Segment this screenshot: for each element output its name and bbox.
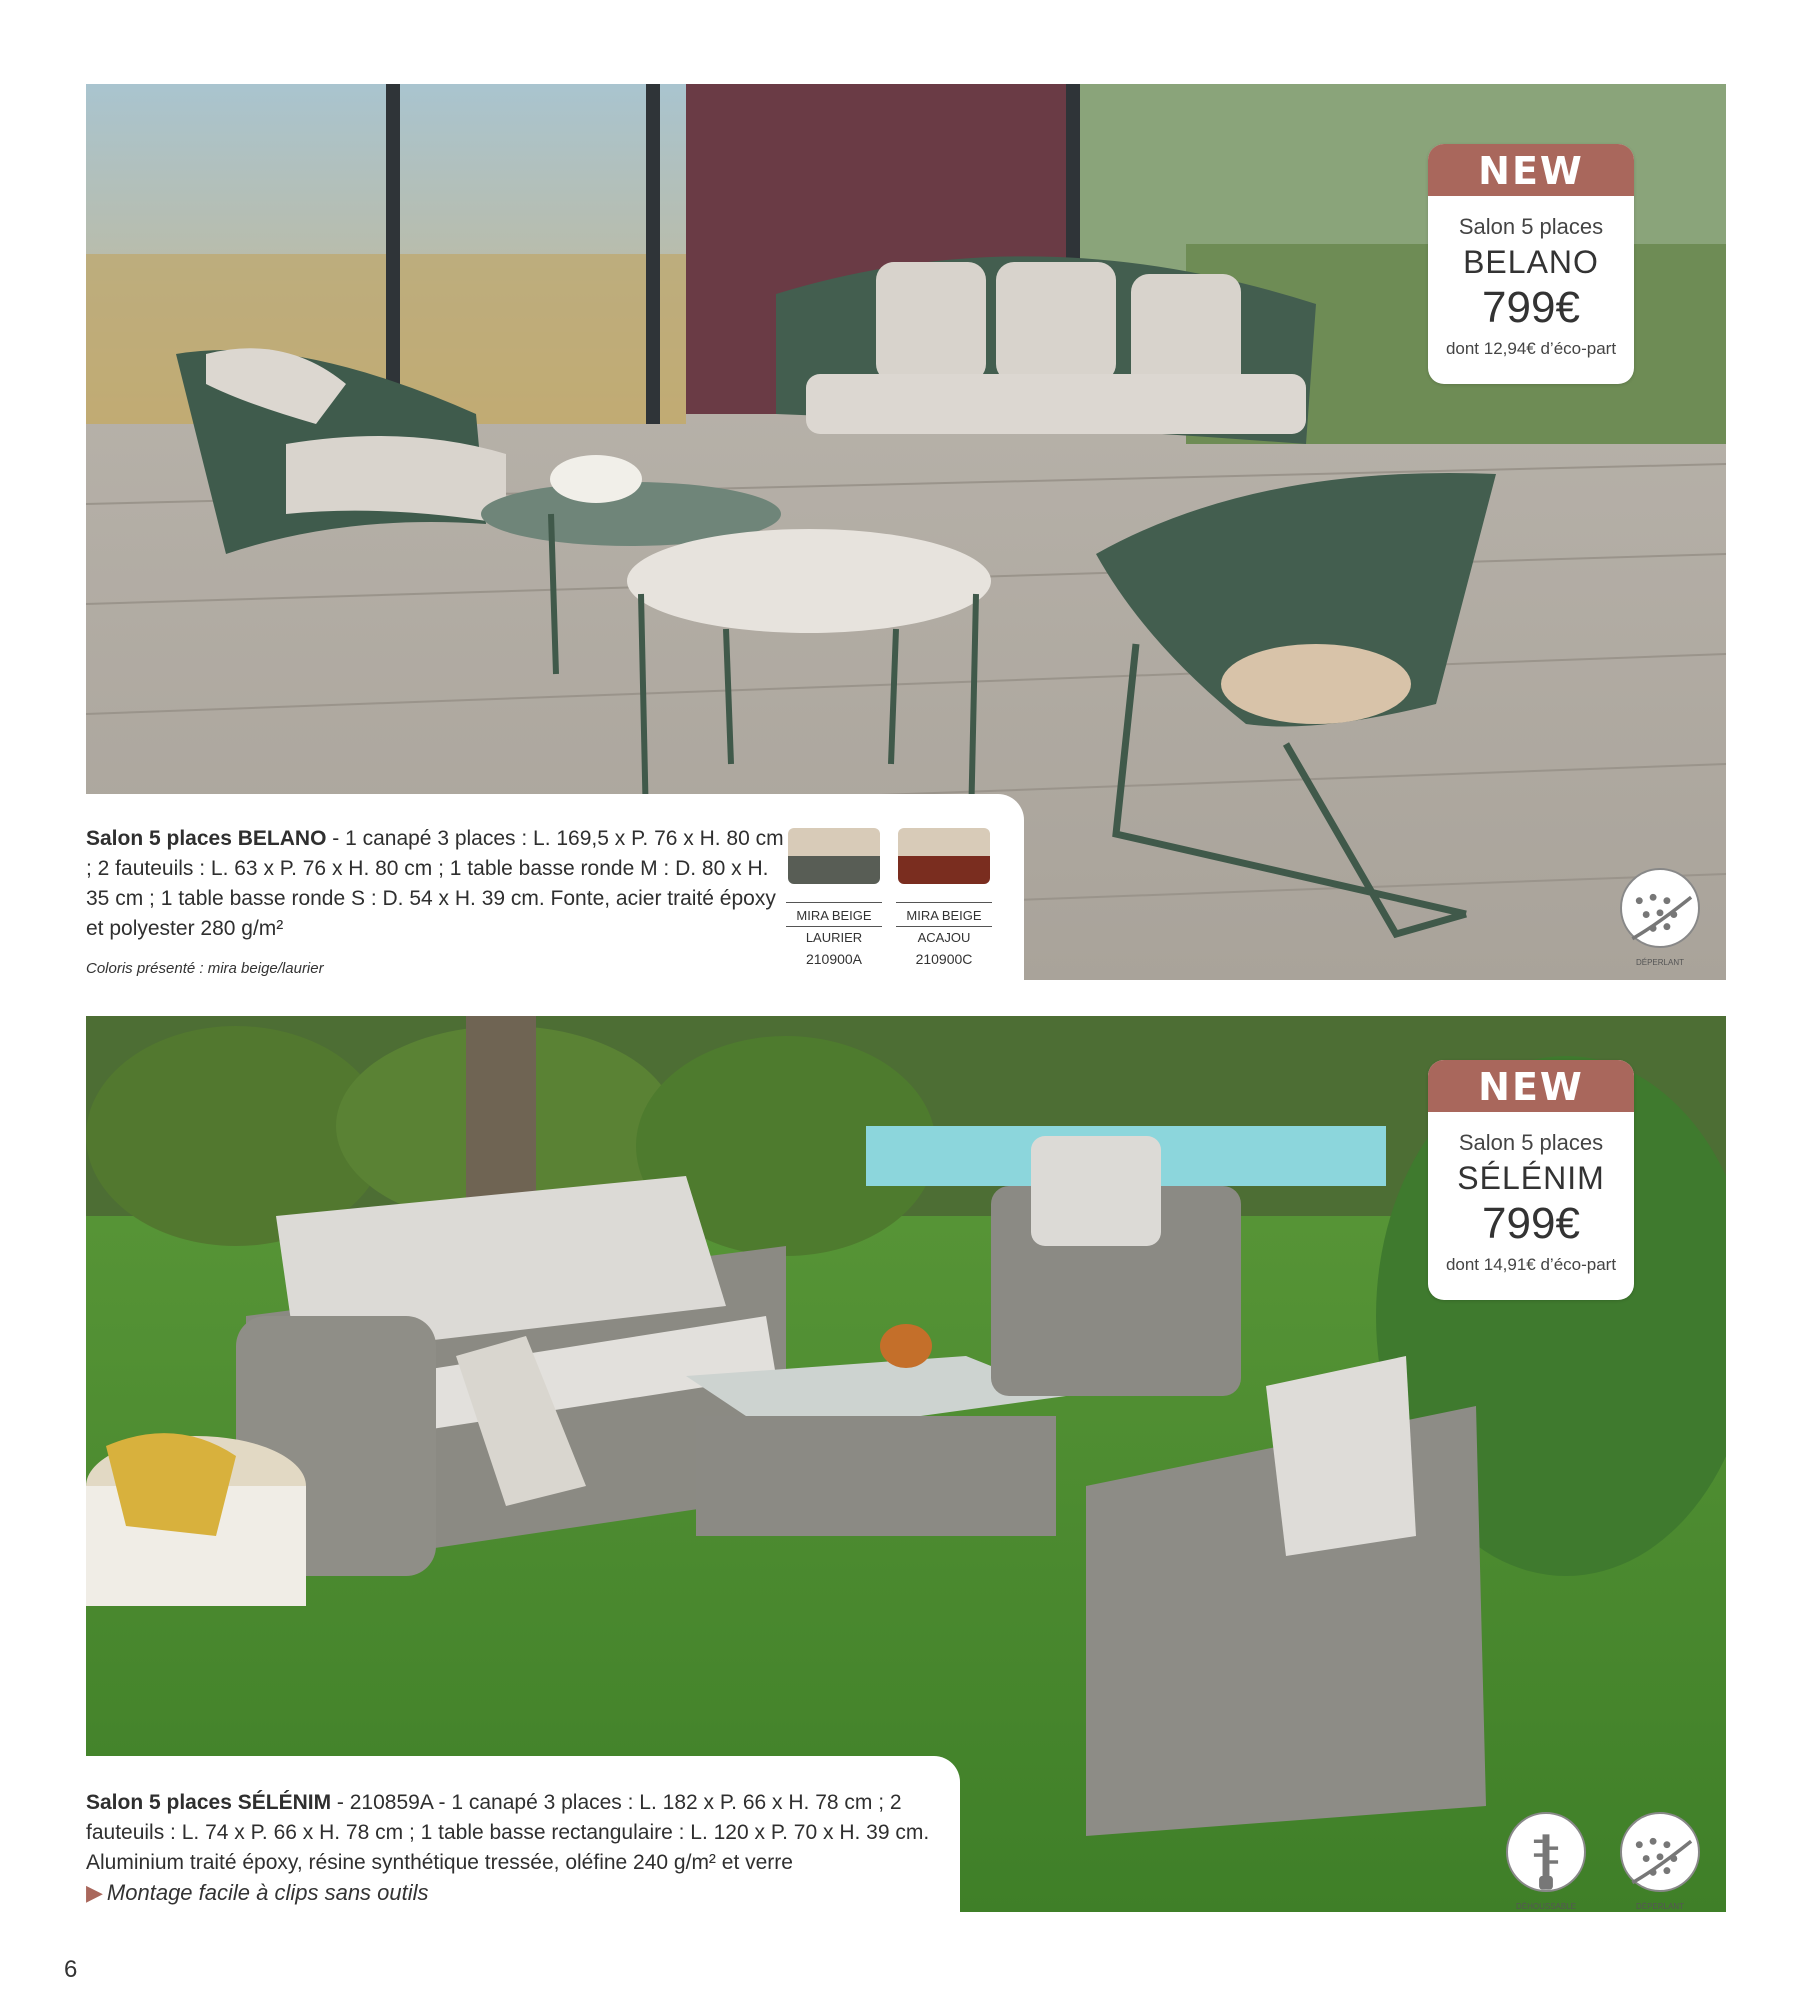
eco-part: dont 12,94€ d’éco-part: [1445, 339, 1617, 358]
new-badge: NEW: [1428, 144, 1634, 196]
description-title: Salon 5 places BELANO: [86, 827, 327, 850]
description-text: - 210859A - 1 canapé 3 places : L. 182 x P. 66 x H. 78 cm ; 2 fauteuils : L. 74 x P. 66 x H. 78 cm ; 1 table basse rectangulaire : L. 120 x P. 70 x H. 39 cm. Aluminium traité époxy, résine synthétique tressée, oléfine 240 g/m² et verre: [86, 1791, 930, 1874]
swatch-code: 210900A: [805, 951, 863, 967]
page-number: 6: [64, 1956, 78, 1983]
swatch-laurier-colors: [788, 828, 880, 884]
pictogram-dehoussable: [1506, 1812, 1586, 1911]
description-title: Salon 5 places SÉLÉNIM: [86, 1791, 332, 1814]
price-subtitle: Salon 5 places: [1458, 1130, 1604, 1155]
swatch-line2: ACAJOU: [896, 926, 992, 949]
zipper-icon: [1508, 1824, 1584, 1900]
assembly-note-text: Montage facile à clips sans outils: [106, 1880, 429, 1905]
pictogram-label: DÉPERLANT: [1635, 1902, 1684, 1911]
swatch-laurier: [786, 828, 882, 967]
belano-price-tag: [1428, 144, 1634, 384]
triangle-arrow-icon: ▶: [86, 1880, 103, 1905]
color-note: Coloris présenté : mira beige/laurier: [86, 960, 324, 977]
pictogram-deperlant: [1620, 1812, 1700, 1911]
belano-caption: [86, 794, 1024, 980]
swatch-acajou-colors: [898, 828, 990, 884]
selenim-caption: [86, 1756, 960, 1912]
selenim-description: [86, 1788, 946, 1878]
price-subtitle: Salon 5 places: [1458, 214, 1604, 239]
swatch-line2: LAURIER: [786, 926, 882, 949]
assembly-note: [86, 1880, 429, 1906]
pictogram-label: DÉHOUSSABLE: [1515, 1902, 1577, 1911]
swatch-bottom-color: [898, 856, 990, 884]
belano-photo: [86, 84, 1726, 980]
color-swatches: [786, 828, 992, 967]
pictogram-label: DÉPERLANT: [1635, 958, 1684, 967]
swatch-top-color: [788, 828, 880, 856]
new-badge: NEW: [1428, 1060, 1634, 1112]
swatch-top-color: [898, 828, 990, 856]
product-name: SÉLÉNIM: [1457, 1160, 1605, 1196]
product-name: BELANO: [1463, 244, 1599, 280]
price-value: 799€: [1482, 1199, 1580, 1248]
water-drops-icon: [1622, 880, 1698, 956]
belano-description: [86, 824, 786, 944]
swatch-acajou: [896, 828, 992, 967]
water-drops-icon: [1622, 1824, 1698, 1900]
pictogram-deperlant: [1620, 868, 1700, 967]
swatch-line1: MIRA BEIGE: [786, 902, 882, 926]
eco-part: dont 14,91€ d’éco-part: [1445, 1255, 1617, 1274]
selenim-photo: [86, 1016, 1726, 1912]
swatch-bottom-color: [788, 856, 880, 884]
swatch-code: 210900C: [915, 951, 973, 967]
selenim-price-tag: [1428, 1060, 1634, 1300]
swatch-line1: MIRA BEIGE: [896, 902, 992, 926]
price-value: 799€: [1482, 283, 1580, 332]
description-text: - 1 canapé 3 places : L. 169,5 x P. 76 x H. 80 cm ; 2 fauteuils : L. 63 x P. 76 x H. 80 cm ; 1 table basse ronde M : D. 80 x H. 35 cm ; 1 table basse ronde S : D. 54 x H. 39 cm. Fonte, acier traité époxy et polyester 280 g/m²: [86, 827, 784, 940]
